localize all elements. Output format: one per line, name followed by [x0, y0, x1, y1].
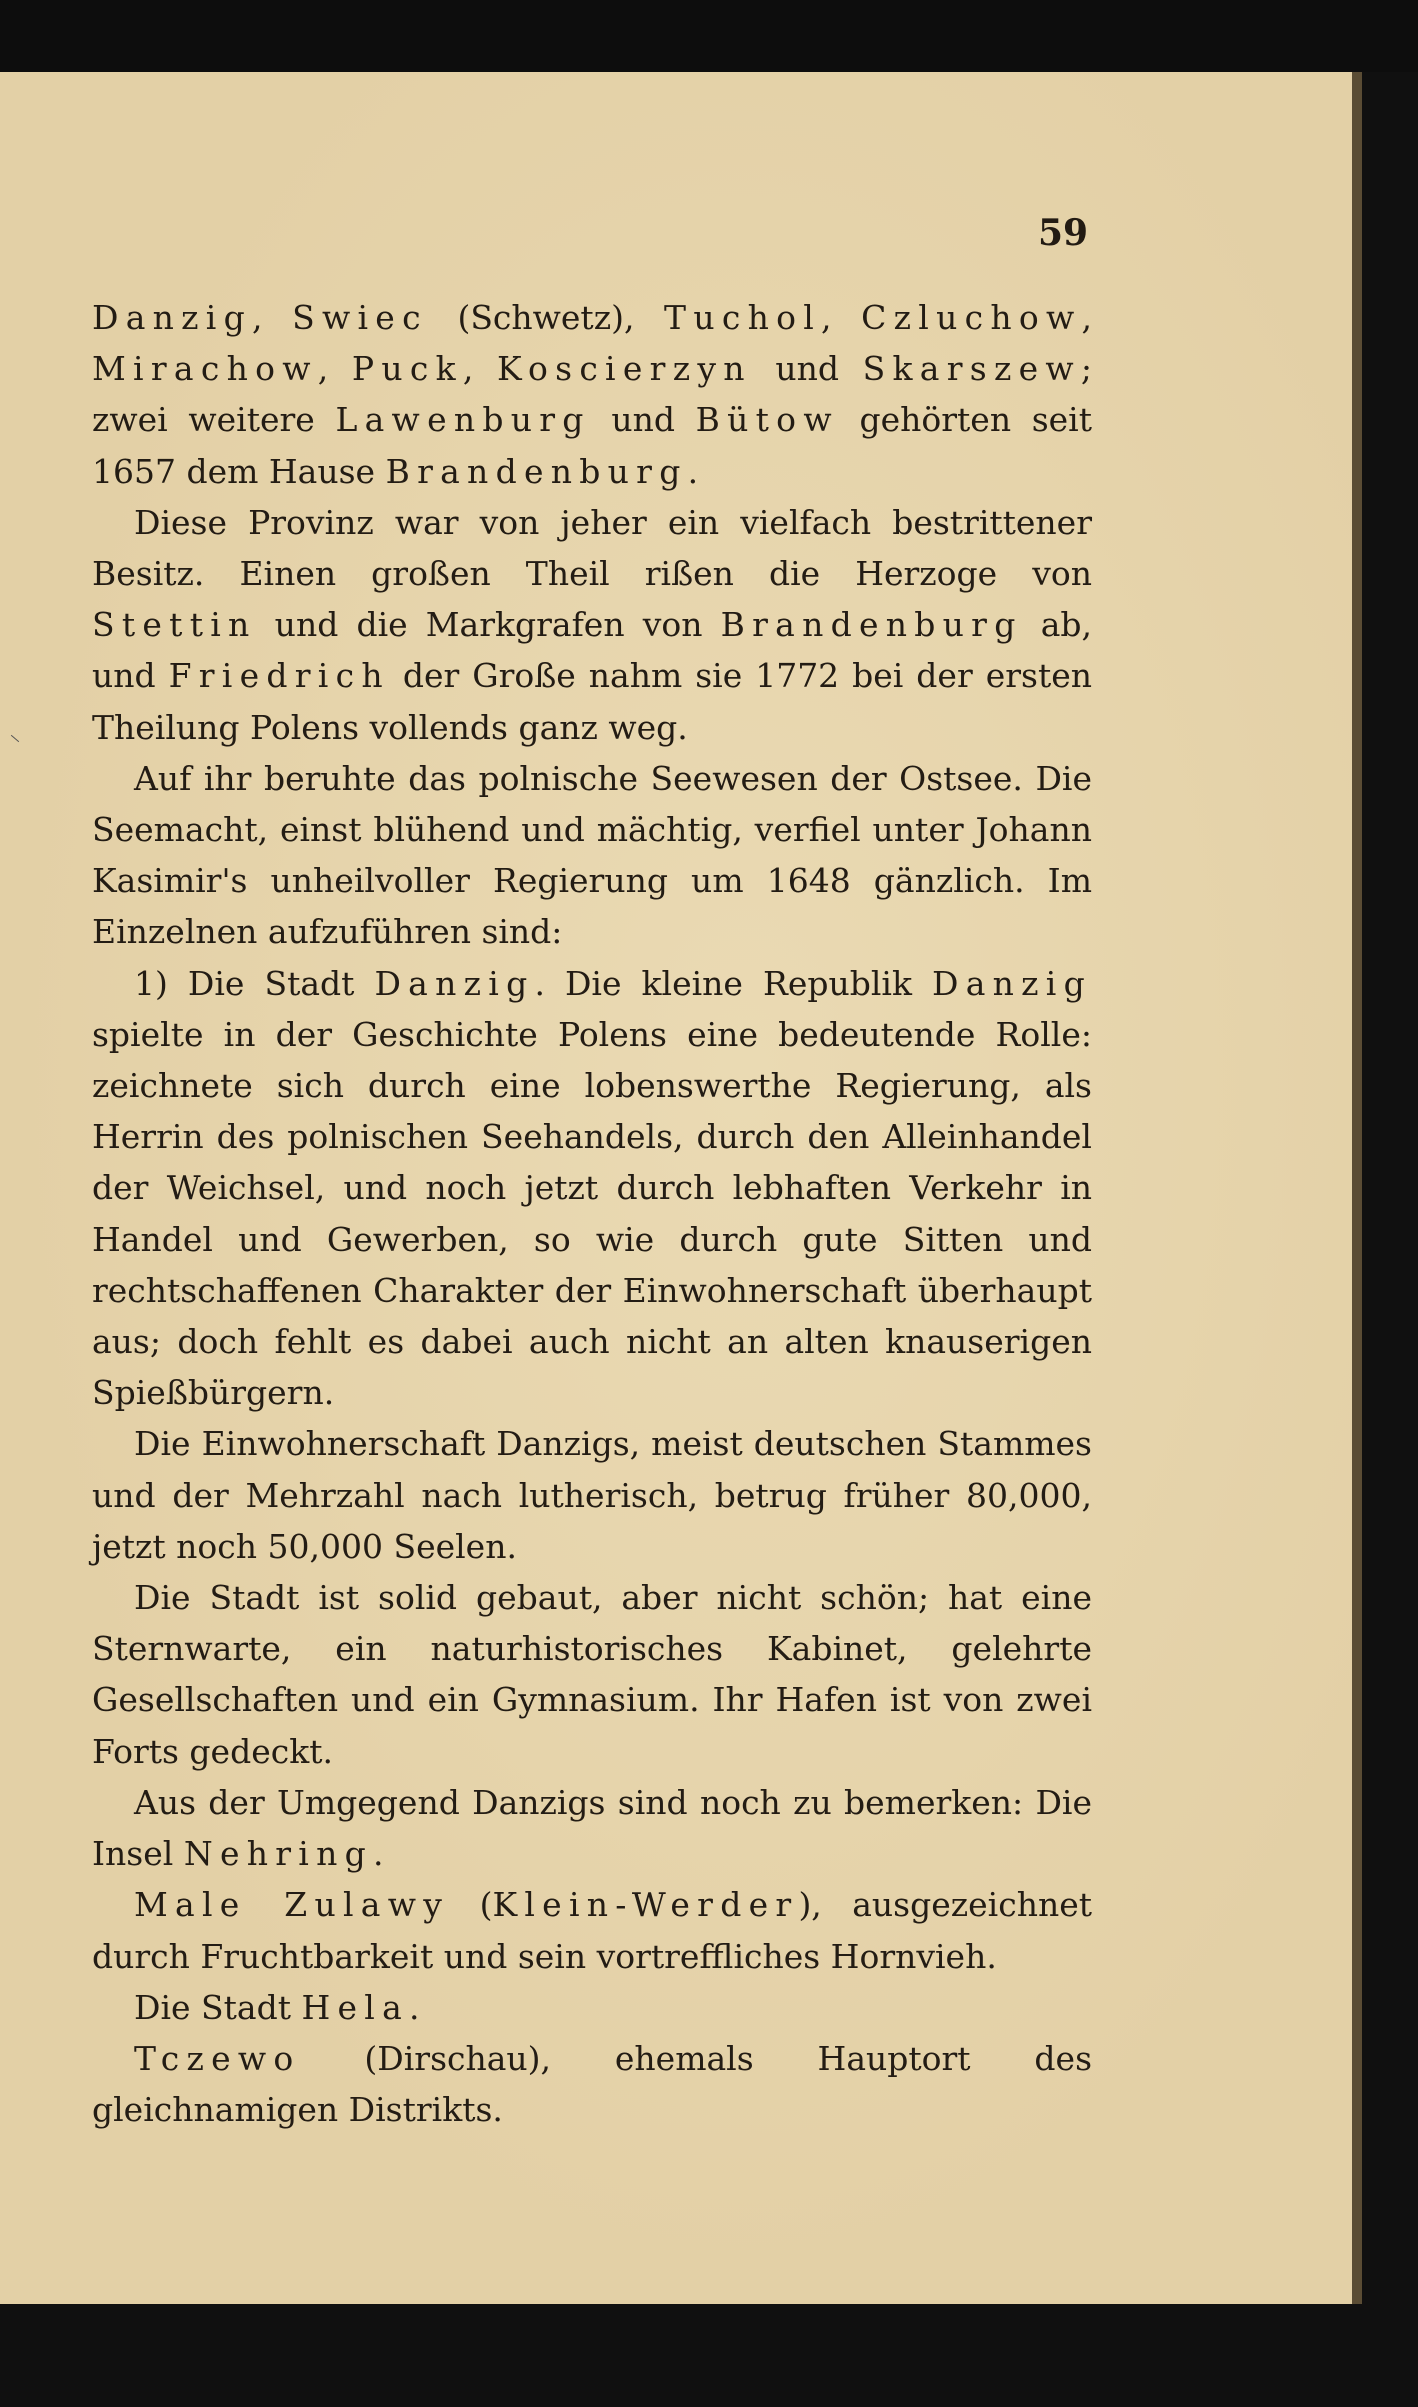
- text-run: ,: [1081, 298, 1092, 337]
- text-run: ; zwei weitere: [92, 349, 1093, 440]
- text-run: Aus der Umgegend Danzigs sind noch zu bemerken: Die Insel: [92, 1782, 1092, 1874]
- body-text: [92, 292, 1092, 2135]
- spaced-name: Tczewo: [134, 2038, 301, 2078]
- spaced-name: Hela: [301, 1987, 410, 2027]
- spaced-name: Male Zulawy: [134, 1885, 450, 1925]
- text-run: .: [409, 1987, 420, 2027]
- text-run: ab, und: [92, 605, 1093, 696]
- spaced-name: Nehring: [183, 1834, 373, 1874]
- text-run: ,: [821, 298, 862, 337]
- spaced-name: Koscierzyn: [496, 349, 752, 389]
- spaced-name: Danzig: [92, 298, 253, 337]
- paragraph: [92, 1879, 1092, 1981]
- page-edge: [1352, 72, 1362, 2304]
- spaced-name: Mirachow: [92, 349, 318, 389]
- paragraph: [92, 1777, 1092, 1879]
- spaced-name: Swiec: [292, 298, 428, 337]
- text-run: Auf ihr beruhte das polnische Seewesen der Ostsee. Die Seemacht, einst blühend und mächtig, verfiel unter Johann Kasimir's unheilvoller Regierung um 1648 gänzlich. Im Einzelnen aufzuführen sind:: [92, 758, 1092, 952]
- text-run: 1) Die Stadt: [134, 963, 375, 1003]
- text-run: ,: [462, 349, 497, 389]
- spaced-name: Czluchow: [861, 298, 1082, 337]
- text-run: Diese Provinz war von jeher ein vielfach bestrittener Besitz. Einen großen Theil rißen die Herzoge von: [92, 502, 1092, 594]
- paragraph: [92, 1572, 1092, 1777]
- spaced-name: Danzig: [374, 963, 535, 1003]
- spaced-name: Klein-Werder: [492, 1885, 799, 1925]
- text-run: Die Stadt: [134, 1987, 302, 2027]
- spaced-name: Lawenburg: [335, 400, 591, 440]
- text-run: und die Markgrafen von: [256, 605, 721, 645]
- text-run: spielte in der Geschichte Polens eine bedeutende Rolle: zeichnete sich durch eine lobenswerthe Regierung, als Herrin des polnischen Seehandels, durch den Alleinhandel der Weichsel, und noch jetzt durch lebhaften Verkehr in Handel und Gewerben, so wie durch gute Sitten und rechtschaffenen Charakter der Einwohnerschaft überhaupt aus; doch fehlt es dabei auch nicht an alten knauserigen Spießbürgern.: [92, 1014, 1092, 1413]
- spaced-name: Skarszew: [862, 349, 1081, 389]
- list-item-paragraph: [92, 958, 1092, 1419]
- text-run: gehörten seit 1657 dem Hause: [92, 400, 1092, 491]
- spaced-name: Friedrich: [168, 656, 390, 696]
- text-run: ,: [317, 349, 352, 389]
- text-run: Die Einwohnerschaft Danzigs, meist deutschen Stammes und der Mehrzahl nach lutherisch, betrug früher 80,000, jetzt noch 50,000 Seelen.: [92, 1424, 1092, 1566]
- text-run: und: [751, 349, 863, 389]
- spaced-name: Danzig: [932, 963, 1093, 1003]
- spaced-name: Puck: [351, 349, 463, 389]
- paragraph: [92, 2033, 1092, 2135]
- scan-top-border: [0, 0, 1418, 72]
- paragraph: [92, 1982, 1092, 2033]
- text-run: (: [449, 1885, 493, 1925]
- spaced-name: Brandenburg: [385, 451, 688, 491]
- text-run: und: [590, 400, 696, 440]
- text-run: ,: [252, 298, 293, 337]
- text-run: . Die kleine Republik: [534, 963, 932, 1003]
- spaced-name: Brandenburg: [720, 605, 1023, 645]
- text-run: (Dirschau), ehemals Hauptort des gleichnamigen Distrikts.: [92, 2038, 1092, 2130]
- paragraph: [92, 497, 1092, 753]
- text-run: der Große nahm sie 1772 bei der ersten Theilung Polens vollends ganz weg.: [92, 656, 1092, 747]
- text-run: (Schwetz),: [427, 298, 665, 337]
- spaced-name: Stettin: [92, 605, 257, 645]
- spaced-name: Bütow: [695, 400, 839, 440]
- paragraph: [92, 1418, 1092, 1572]
- paragraph: [92, 753, 1092, 958]
- spaced-name: Tuchol: [664, 298, 822, 337]
- text-run: .: [687, 451, 699, 491]
- text-run: Die Stadt ist solid gebaut, aber nicht schön; hat eine Sternwarte, ein naturhistorisches Kabinet, gelehrte Gesellschaften und ein Gymnasium. Ihr Hafen ist von zwei Forts gedeckt.: [92, 1578, 1092, 1771]
- page-number: 59: [1038, 212, 1089, 254]
- paragraph: [92, 292, 1092, 497]
- text-run: ), ausgezeichnet durch Fruchtbarkeit und sein vortreffliches Hornvieh.: [92, 1885, 1092, 1976]
- text-run: .: [373, 1834, 384, 1874]
